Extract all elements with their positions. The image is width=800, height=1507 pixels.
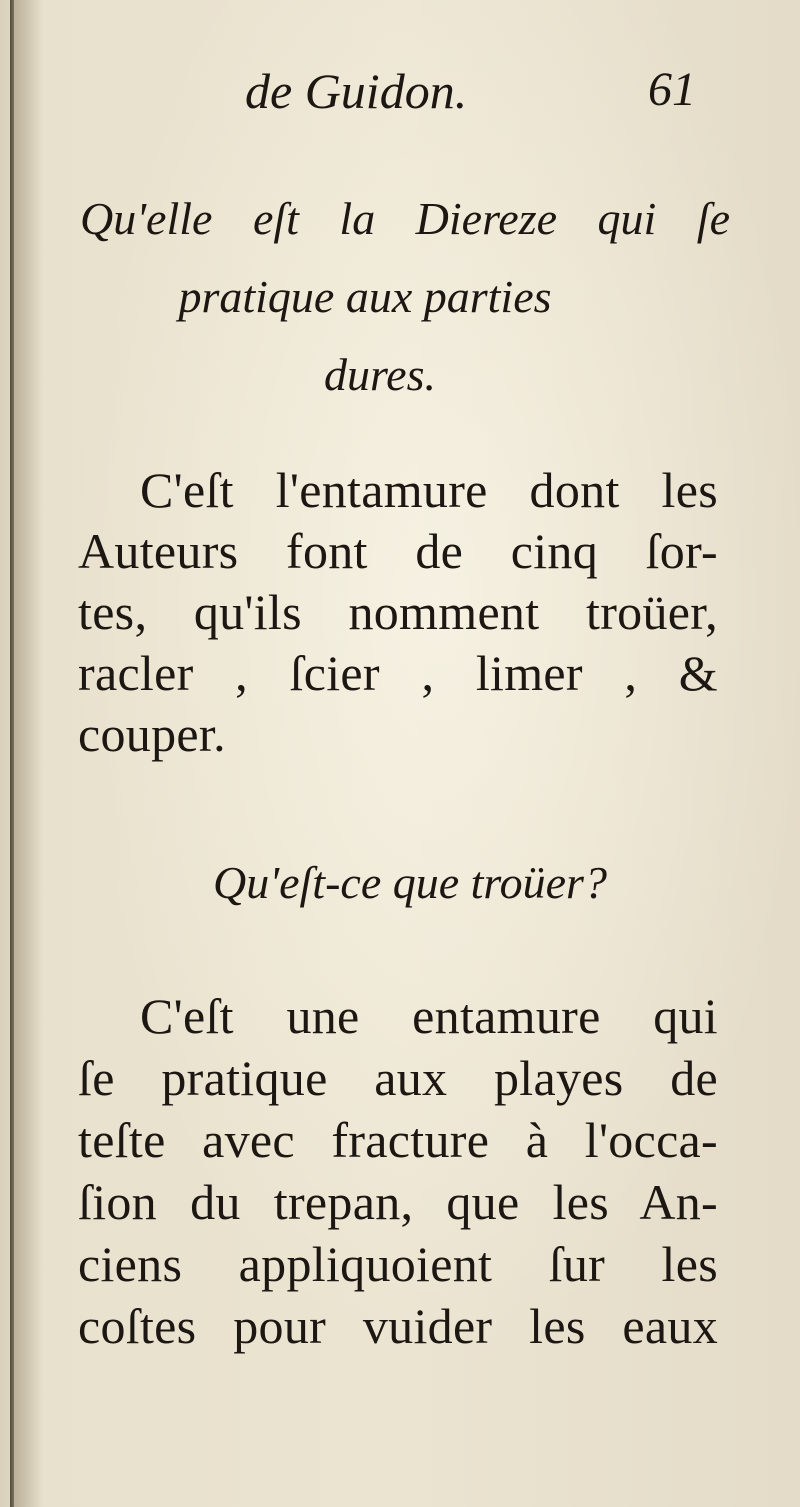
answer-paragraph-1 [78,460,718,765]
question-heading-2 [80,848,740,918]
question-line: pratique aux parties [178,271,552,322]
running-head [0,62,800,142]
text-line: C'eſt une entamure qui [140,988,718,1044]
question-line: dures. [323,349,436,400]
question-line: Qu'eſt-ce que troüer? [213,857,607,908]
gutter-shadow [14,0,44,1507]
text-line: Auteurs font de cinq ſor- [78,523,718,579]
text-line: ſion du trepan, que les An- [78,1174,718,1230]
text-line: tes, qu'ils nomment troüer, [78,584,718,640]
text-line: racler , ſcier , limer , & [78,645,718,701]
running-title: de Guidon. [245,63,468,119]
answer-paragraph-2 [78,985,718,1357]
text-line: ſe pratique aux playes de [78,1050,718,1106]
question-line: Qu'elle eſt la Diereze qui ſe [80,193,730,244]
text-line: coſtes pour vuider les eaux [78,1298,718,1354]
page-number: 61 [648,63,696,116]
question-heading-1 [80,180,740,414]
binding-edge [10,0,14,1507]
text-line: ciens appliquoient ſur les [78,1236,718,1292]
text-line: couper. [78,706,226,762]
text-line: teſte avec fracture à l'occa- [78,1112,718,1168]
text-line: C'eſt l'entamure dont les [140,462,718,518]
